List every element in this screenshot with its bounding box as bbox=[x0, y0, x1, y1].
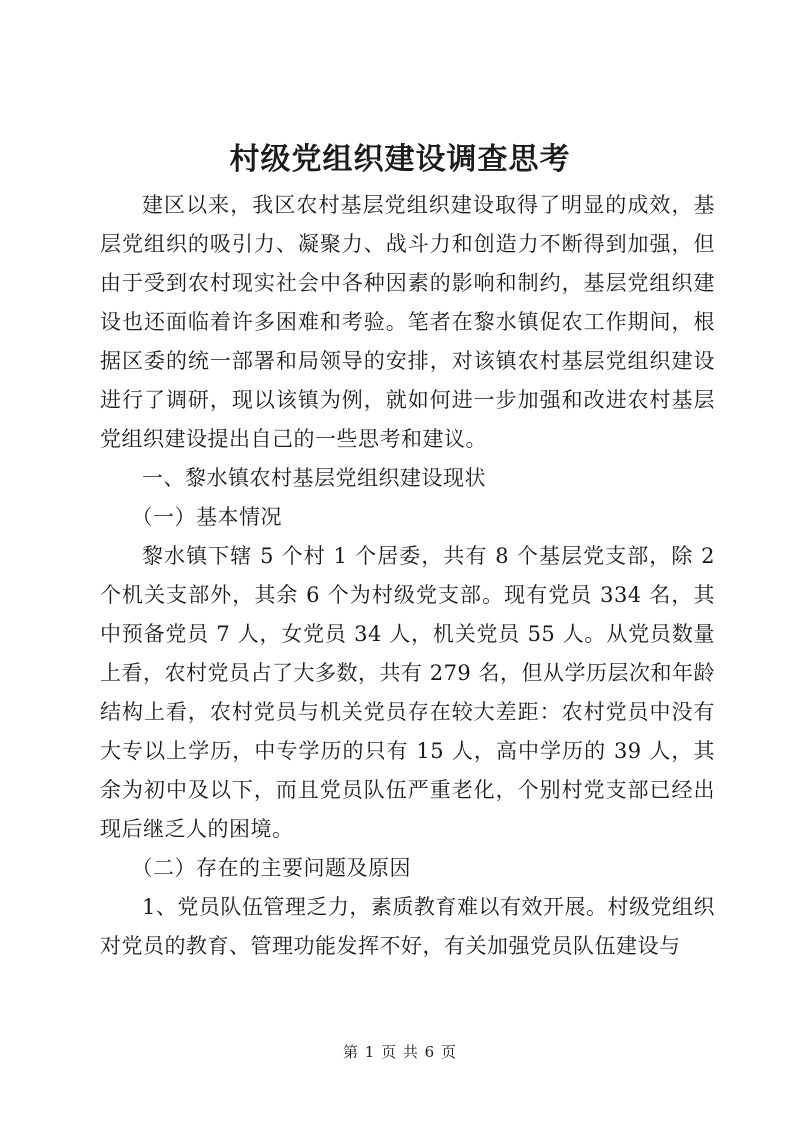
subsection-heading-2: （二）存在的主要问题及原因 bbox=[131, 856, 411, 880]
section-heading-1: 一、黎水镇农村基层党组织建设现状 bbox=[142, 466, 486, 490]
intro-paragraph: 建区以来，我区农村基层党组织建设取得了明显的成效，基层党组织的吸引力、凝聚力、战斗力和创造力不断得到加强，但由于受到农村现实社会中各种因素的影响和制约，基层党组织建设也还面临着许多困难和考验。笔者在黎水镇促农工作期间，根据区委的统一部署和局领导的安排，对该镇农村基层党组织建设进行了调研，现以该镇为例，就如何进一步加强和改进农村基层党组织建设提出自己的一些思考和建议。 bbox=[100, 193, 715, 451]
document-body bbox=[100, 186, 715, 966]
page-footer: 第 1 页 共 6 页 bbox=[343, 1043, 457, 1061]
document-title: 村级党组织建设调查思考 bbox=[229, 142, 571, 177]
subsection-heading-1: （一）基本情况 bbox=[131, 505, 282, 529]
basic-situation-paragraph: 黎水镇下辖 5 个村 1 个居委，共有 8 个基层党支部，除 2 个机关支部外，其余 6 个为村级党支部。现有党员 334 名，其中预备党员 7 人，女党员 34 人，机关党员 55 人。从党员数量上看，农村党员占了大多数，共有 279 名，但从学历层次和年龄结构上看，农村党员与机关党员存在较大差距：农村党员中没有大专以上学历，中专学历的只有 15 人，高中学历的 39 人，其余为初中及以下，而且党员队伍严重老化，个别村党支部已经出现后继乏人的困境。 bbox=[100, 544, 715, 841]
problem-paragraph-1: 1、党员队伍管理乏力，素质教育难以有效开展。村级党组织对党员的教育、管理功能发挥不好，有关加强党员队伍建设与 bbox=[100, 895, 715, 958]
